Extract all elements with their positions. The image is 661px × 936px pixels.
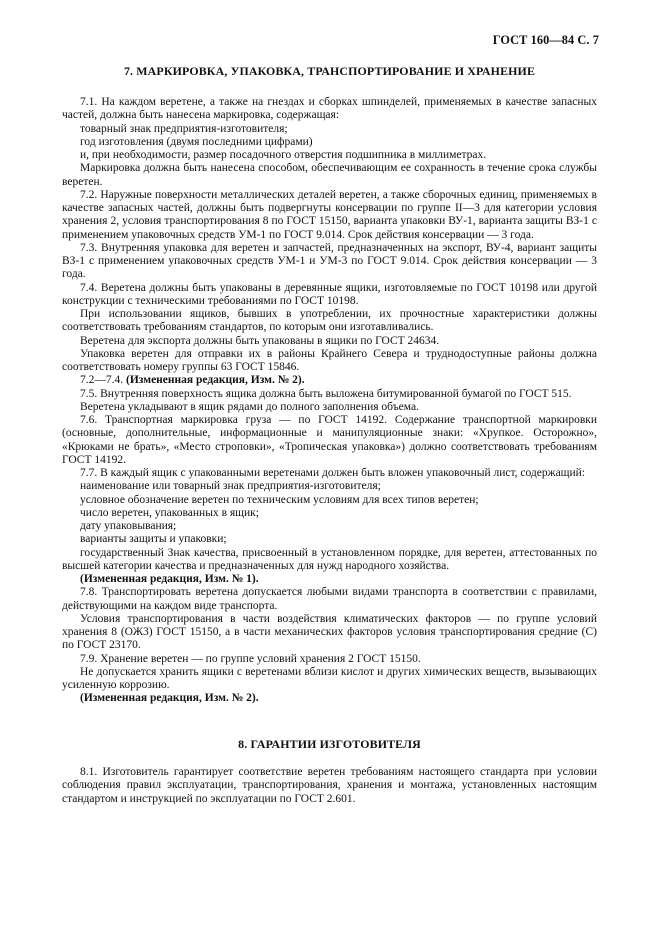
paragraph: товарный знак предприятия-изготовителя;: [80, 122, 288, 135]
amendment-note: [62, 374, 597, 387]
paragraph: условное обозначение веретен по техническим условиям для всех типов веретен;: [80, 493, 479, 506]
paragraph: 7.7. В каждый ящик с упакованными веретенами должен быть вложен упаковочный лист, содержащий:: [80, 467, 586, 479]
paragraph: варианты защиты и упаковки;: [80, 533, 227, 546]
amendment-note: (Измененная редакция, Изм. № 1).: [80, 573, 259, 585]
paragraph: дату упаковывания;: [80, 520, 177, 532]
paragraph: Веретена для экспорта должны быть упакованы в ящики по ГОСТ 24634.: [80, 334, 440, 347]
section-8-title: 8. ГАРАНТИИ ИЗГОТОВИТЕЛЯ: [238, 737, 421, 751]
amendment-bold: (Измененная редакция, Изм. № 2).: [126, 374, 305, 387]
paragraph: 7.2. Наружные поверхности металлических деталей веретен, а также сборочных единиц, применяемых в качестве запасных частей, должны быть подвергнуты консервации по группе II—3 для категории условия хранения 2, условия транспортирования 8 по ГОСТ 15150, варианта упаковки ВУ-1, варианта защиты ВЗ-1 с применением упаковочных средств УМ-1 по ГОСТ 9.014. Срок действия консервации — 3 года.: [62, 188, 597, 241]
paragraph: 7.8. Транспортировать веретена допускается любыми видами транспорта в соответствии с правилами, действующими на каждом виде транспорта.: [62, 586, 597, 612]
paragraph: государственный Знак качества, присвоенный в установленном порядке, для веретен, аттестованных по высшей категории качества и предназначенных для нужд народного хозяйства.: [62, 546, 597, 572]
paragraph: При использовании ящиков, бывших в употреблении, их прочностные характеристики должны соответствовать требованиям стандартов, по которым они изготавливались.: [62, 308, 597, 334]
paragraph: 7.1. На каждом веретене, а также на гнездах и сборках шпинделей, применяемых в качестве запасных частей, должна быть нанесена маркировка, содержащая:: [62, 96, 597, 122]
page-header: ГОСТ 160—84 С. 7: [492, 33, 599, 47]
paragraph: Веретена укладывают в ящик рядами до полного заполнения объема.: [80, 400, 419, 413]
paragraph: Не допускается хранить ящики с веретенами вблизи кислот и других химических веществ, вызывающих усиленную коррозию.: [62, 665, 597, 691]
paragraph: Упаковка веретен для отправки их в районы Крайнего Севера и труднодоступные районы должна соответствовать номеру группы 63 ГОСТ 15846.: [62, 347, 597, 373]
paragraph: 7.6. Транспортная маркировка груза — по ГОСТ 14192. Содержание транспортной маркировки (основные, дополнительные, информационные и манипуляционные знаки: «Хрупкое. Осторожно», «Крюками не брать», «Место строповки», «Тропическая упаковка») должно соответствовать требованиям ГОСТ 14192.: [62, 414, 597, 466]
paragraph: 7.5. Внутренняя поверхность ящика должна быть выложена битумированной бумагой по ГОСТ 515.: [80, 387, 572, 400]
section-8-body: [62, 766, 597, 806]
amendment-prefix: 7.2—7.4.: [80, 374, 126, 387]
paragraph: наименование или товарный знак предприятия-изготовителя;: [80, 480, 381, 493]
paragraph: 7.9. Хранение веретен — по группе условий хранения 2 ГОСТ 15150.: [80, 652, 421, 665]
paragraph: 7.3. Внутренняя упаковка для веретен и запчастей, предназначенных на экспорт, ВУ-4, вариант защиты ВЗ-1 с применением упаковочных средств УМ-1 и УМ-3 по ГОСТ 9.014. Срок действия консервации — 3 года.: [62, 241, 597, 281]
section-7-body: [62, 96, 597, 706]
paragraph: и, при необходимости, размер посадочного отверстия подшипника в миллиметрах.: [80, 149, 487, 161]
paragraph: 7.4. Веретена должны быть упакованы в деревянные ящики, изготовляемые по ГОСТ 10198 или другой конструкции с техническими требованиями по ГОСТ 10198.: [62, 281, 597, 307]
paragraph: 8.1. Изготовитель гарантирует соответствие веретен требованиям настоящего стандарта при условии соблюдения правил эксплуатации, транспортирования, хранения и монтажа, установленных настоящим стандартом и инструкцией по эксплуатации по ГОСТ 2.601.: [62, 766, 597, 805]
section-7-title: 7. МАРКИРОВКА, УПАКОВКА, ТРАНСПОРТИРОВАНИЕ И ХРАНЕНИЕ: [123, 64, 536, 78]
paragraph: число веретен, упакованных в ящик;: [80, 506, 259, 519]
paragraph: Маркировка должна быть нанесена способом, обеспечивающим ее сохранность в течение срока службы веретен.: [62, 162, 597, 188]
paragraph: Условия транспортирования в части воздействия климатических факторов — по группе условий хранения 8 (ОЖ3) ГОСТ 15150, а в части механических факторов условия транспортирования средние (С) по ГОСТ 23170.: [62, 612, 597, 652]
amendment-note: (Измененная редакция, Изм. № 2).: [80, 692, 259, 705]
paragraph: год изготовления (двумя последними цифрами): [80, 135, 313, 148]
